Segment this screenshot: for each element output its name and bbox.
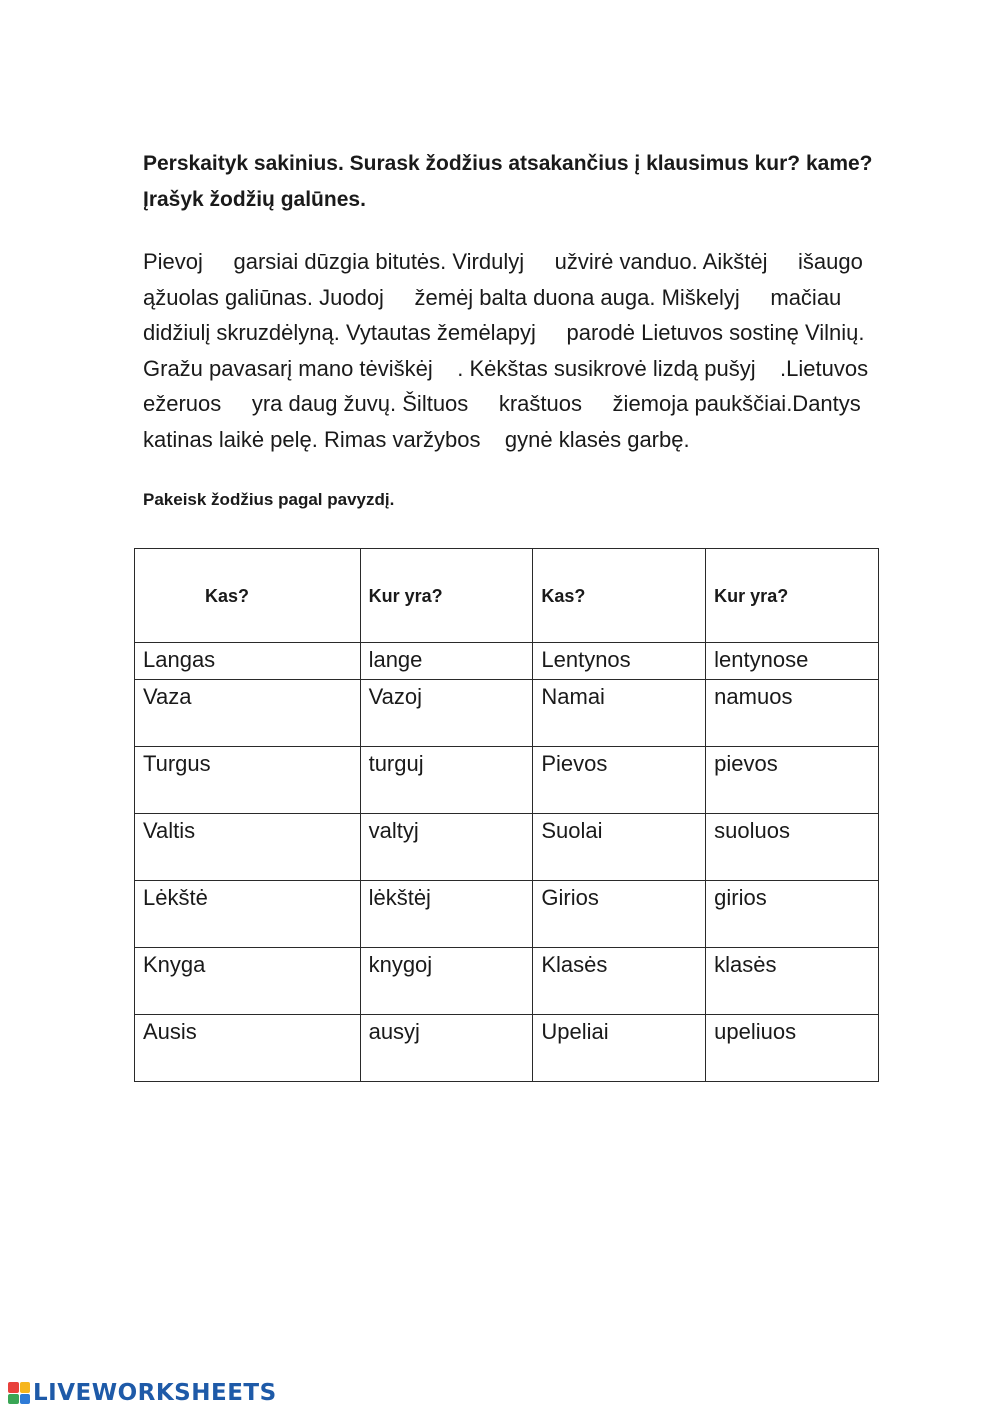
table-cell: Lėkštė <box>135 881 361 948</box>
table-cell: girios <box>706 881 879 948</box>
table-cell: Turgus <box>135 747 361 814</box>
table-instruction: Pakeisk žodžius pagal pavyzdį. <box>143 490 395 509</box>
word-table <box>134 548 879 1082</box>
table-cell: klasės <box>706 948 879 1015</box>
table-cell: lentynose <box>706 643 879 680</box>
table-row <box>135 881 879 948</box>
table-cell: Valtis <box>135 814 361 881</box>
header-kas-2: Kas? <box>533 549 706 643</box>
table-cell: pievos <box>706 747 879 814</box>
logo-squares-icon <box>8 1382 30 1404</box>
table-row <box>135 1015 879 1082</box>
logo-square <box>20 1382 31 1393</box>
header-kur-yra-1: Kur yra? <box>360 549 533 643</box>
story-line: ežeruos yra daug žuvų. Šiltuos kraštuos žiemoja paukščiai.Dantys <box>143 391 861 416</box>
table-cell: Langas <box>135 643 361 680</box>
table-row <box>135 948 879 1015</box>
table-cell: Vazoj <box>360 680 533 747</box>
table-cell: Klasės <box>533 948 706 1015</box>
logo-square <box>20 1394 31 1405</box>
story-line: katinas laikė pelę. Rimas varžybos gynė klasės garbę. <box>143 426 690 452</box>
table-cell: lange <box>360 643 533 680</box>
table-cell: Lentynos <box>533 643 706 680</box>
story-paragraph <box>143 244 973 457</box>
table-header-row <box>135 549 879 643</box>
table-cell: ausyj <box>360 1015 533 1082</box>
table-cell: knygoj <box>360 948 533 1015</box>
table-cell: namuos <box>706 680 879 747</box>
table-cell: Pievos <box>533 747 706 814</box>
table-row <box>135 643 879 680</box>
table-row <box>135 814 879 881</box>
liveworksheets-logo[interactable] <box>8 1380 277 1406</box>
instruction-line-1: Perskaityk sakinius. Surask žodžius atsakančius į klausimus kur? kame? <box>143 152 873 175</box>
story-line: didžiulį skruzdėlyną. Vytautas žemėlapyj parodė Lietuvos sostinę Vilnių. <box>143 320 865 345</box>
table-cell: Namai <box>533 680 706 747</box>
table-cell: Girios <box>533 881 706 948</box>
logo-square <box>8 1394 19 1405</box>
table-cell: Suolai <box>533 814 706 881</box>
story-line: Gražu pavasarį mano tėviškėj . Kėkštas susikrovė lizdą pušyj .Lietuvos <box>143 355 869 381</box>
table-cell: suoluos <box>706 814 879 881</box>
story-line: Pievoj garsiai dūzgia bitutės. Virdulyj užvirė vanduo. Aikštėj išaugo <box>143 249 863 274</box>
table-cell: Knyga <box>135 948 361 1015</box>
table-cell: lėkštėj <box>360 881 533 948</box>
table-cell: Ausis <box>135 1015 361 1082</box>
table-row <box>135 747 879 814</box>
logo-square <box>8 1382 19 1393</box>
table-cell: turguj <box>360 747 533 814</box>
table-cell: valtyj <box>360 814 533 881</box>
story-line: ąžuolas galiūnas. Juodoj žemėj balta duona auga. Miškelyj mačiau <box>143 284 842 310</box>
header-kas-1: Kas? <box>135 549 361 643</box>
table-row <box>135 680 879 747</box>
logo-text: LIVEWORKSHEETS <box>33 1380 277 1406</box>
table-cell: Vaza <box>135 680 361 747</box>
instruction-line-2: Įrašyk žodžių galūnes. <box>143 188 366 211</box>
table-cell: upeliuos <box>706 1015 879 1082</box>
header-kur-yra-2: Kur yra? <box>706 549 879 643</box>
table-cell: Upeliai <box>533 1015 706 1082</box>
instruction-text <box>143 146 953 218</box>
